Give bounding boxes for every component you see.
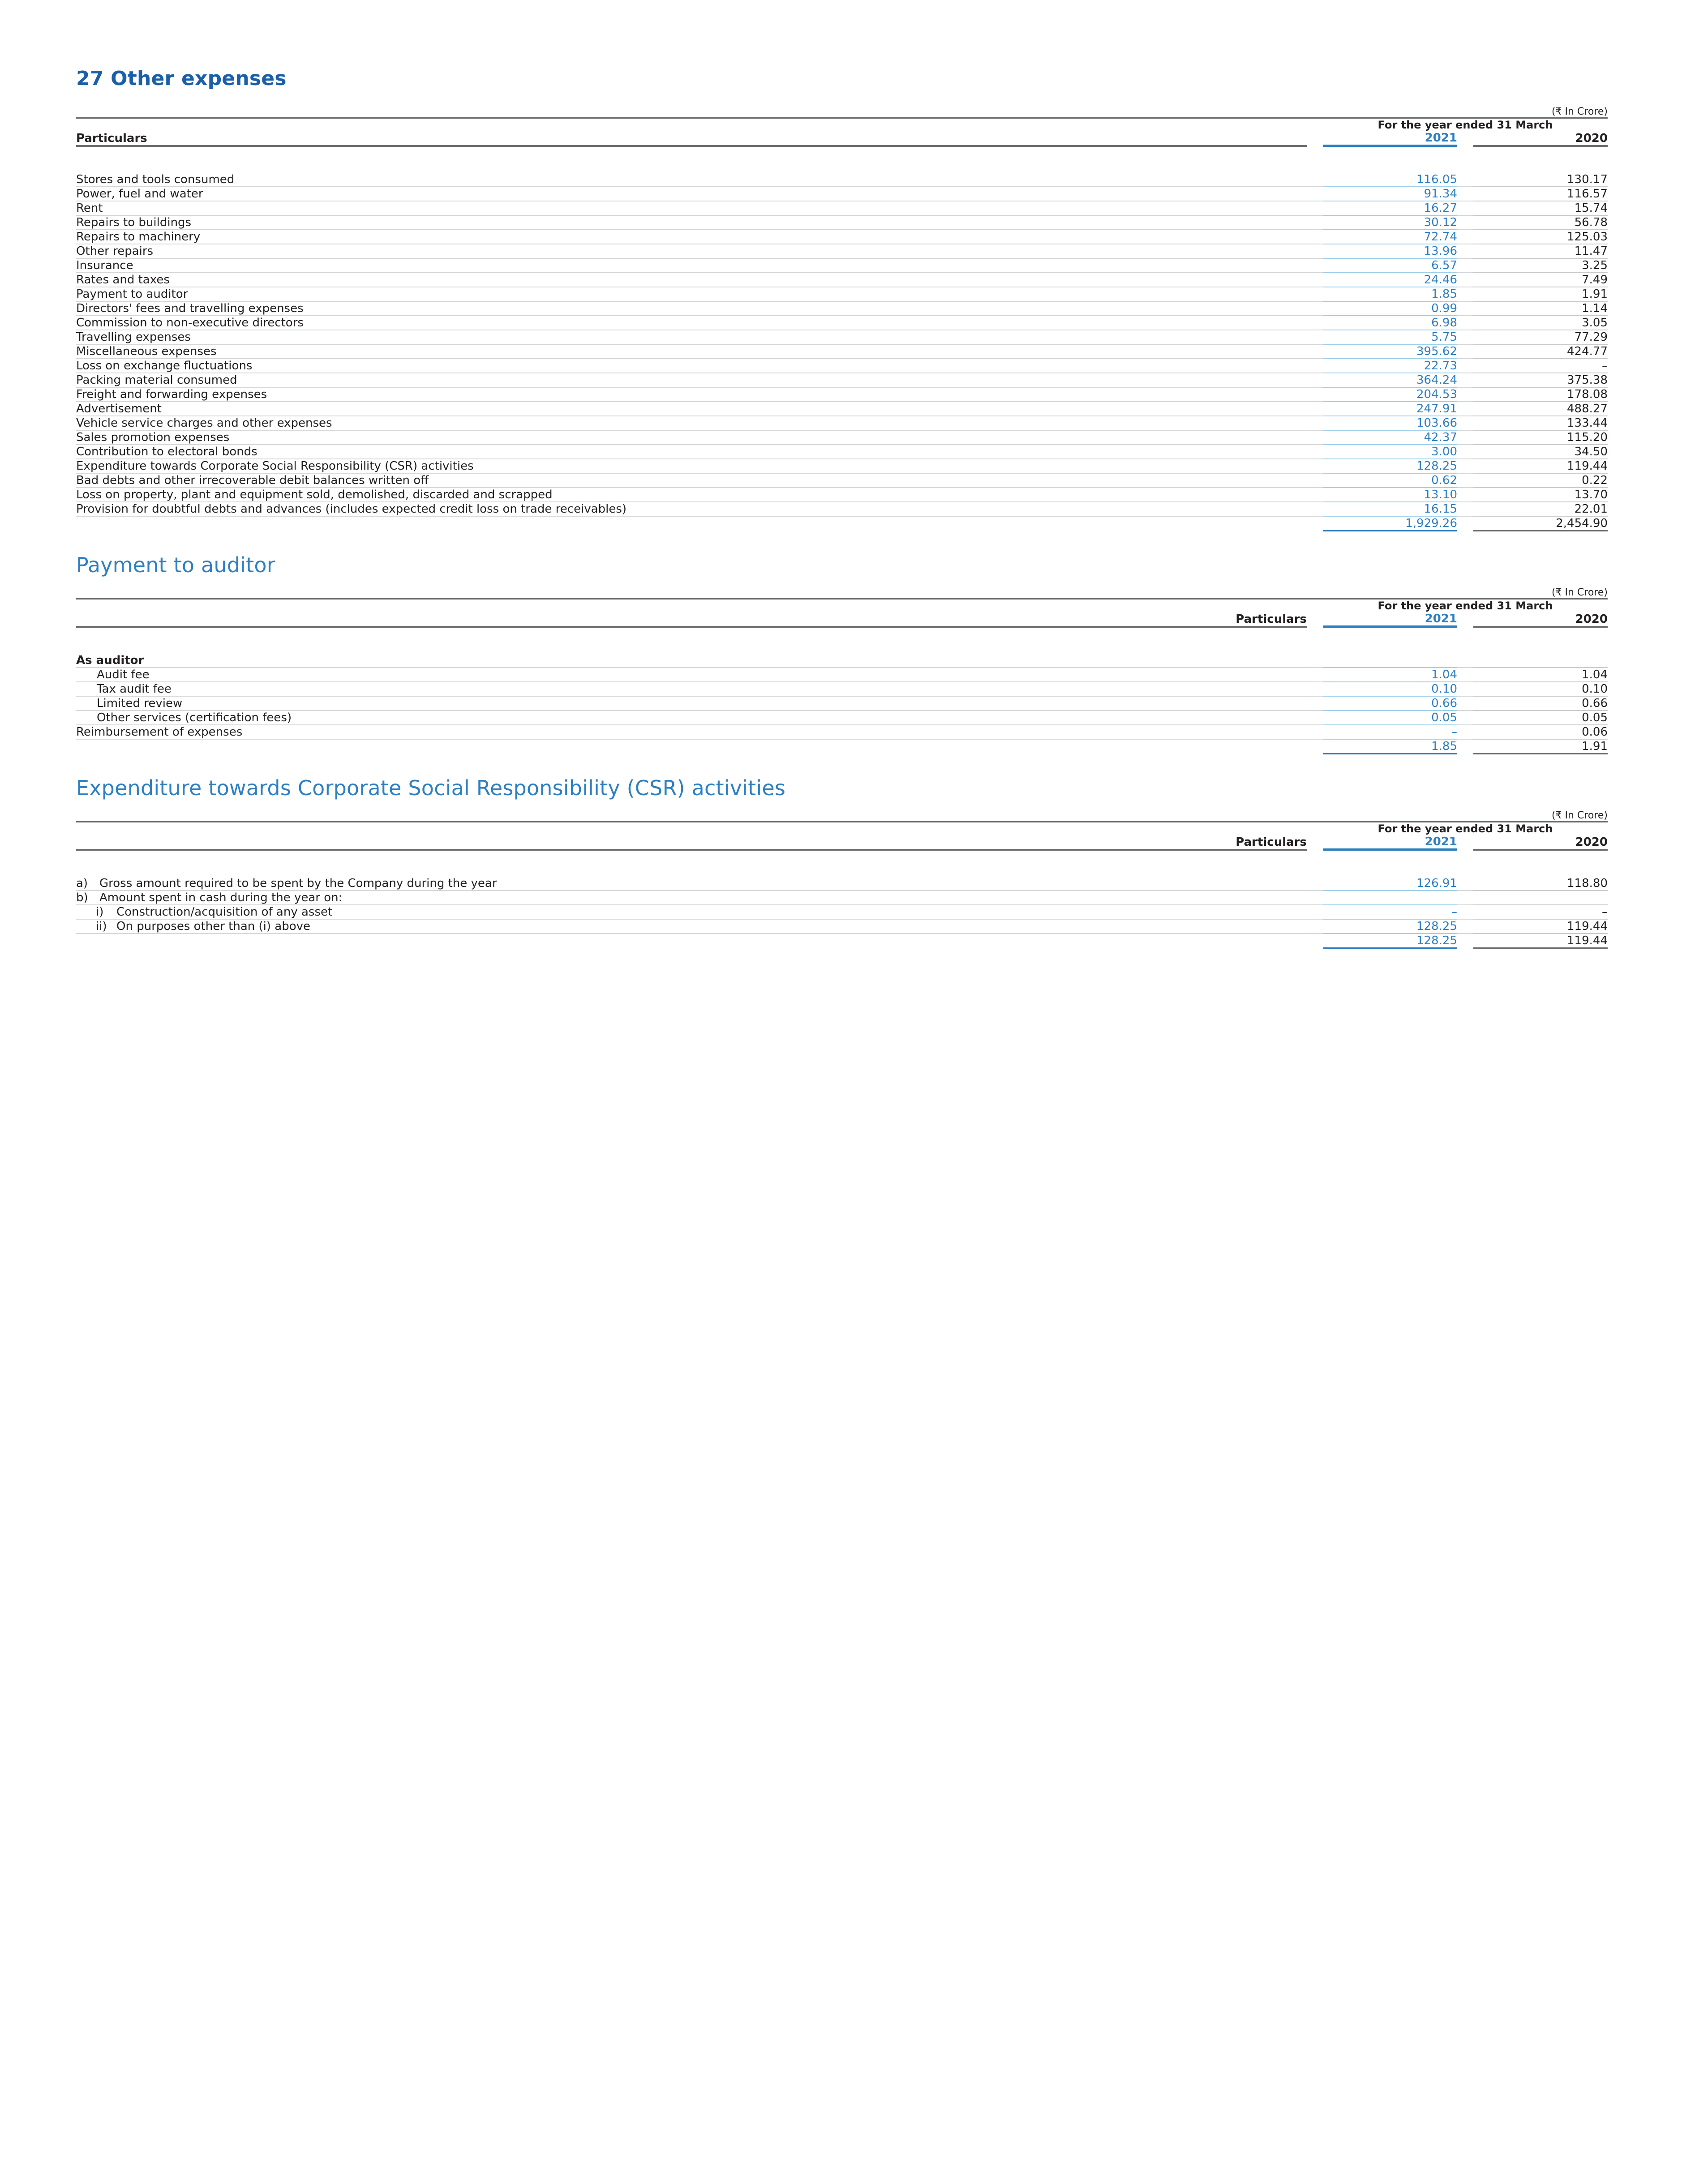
particulars-header: Particulars <box>76 612 1307 627</box>
spacer-row <box>76 627 1608 654</box>
total-value-2020: 119.44 <box>1473 934 1608 948</box>
unit-note-row <box>76 810 1608 822</box>
table-row <box>76 430 1608 445</box>
row-value-2021: 103.66 <box>1323 416 1457 430</box>
row-value-2020: 130.17 <box>1473 173 1608 187</box>
row-value-2021: 128.25 <box>1323 919 1457 934</box>
table-row <box>76 215 1608 230</box>
row-value-2020: 15.74 <box>1473 201 1608 215</box>
row-label: Bad debts and other irrecoverable debit balances written off <box>76 473 1307 488</box>
row-value-2021: 364.24 <box>1323 373 1457 387</box>
table-csr <box>76 810 1608 949</box>
table-row <box>76 344 1608 359</box>
row-value-2020: 119.44 <box>1473 919 1608 934</box>
row-value-2021: 1.85 <box>1323 287 1457 301</box>
row-label: Sales promotion expenses <box>76 430 1307 445</box>
unit-note-row <box>76 587 1608 599</box>
unit-note: (₹ In Crore) <box>76 106 1608 118</box>
row-value-2021: 247.91 <box>1323 402 1457 416</box>
row-value-2020: 3.25 <box>1473 258 1608 273</box>
row-value-2021 <box>1323 654 1457 668</box>
table-total-row <box>76 739 1608 754</box>
table-row <box>76 373 1608 387</box>
row-value-2020: 0.10 <box>1473 682 1608 696</box>
row-value-2021: 16.27 <box>1323 201 1457 215</box>
row-value-2021: 116.05 <box>1323 173 1457 187</box>
row-label: Rent <box>76 201 1307 215</box>
row-label: Repairs to machinery <box>76 230 1307 244</box>
year-2020-header: 2020 <box>1473 131 1608 146</box>
row-label: Repairs to buildings <box>76 215 1307 230</box>
table-row <box>76 402 1608 416</box>
page-title: 27 Other expenses <box>76 67 287 90</box>
row-value-2020: 7.49 <box>1473 273 1608 287</box>
table-row <box>76 445 1608 459</box>
row-value-2021: – <box>1323 725 1457 739</box>
row-label: Limited review <box>76 696 1307 711</box>
row-value-2021 <box>1323 891 1457 905</box>
spacer-row <box>76 850 1608 877</box>
row-value-2020: 0.06 <box>1473 725 1608 739</box>
table-row <box>76 919 1608 934</box>
row-value-2020: 1.14 <box>1473 301 1608 316</box>
row-value-2020: 116.57 <box>1473 187 1608 201</box>
table-row <box>76 696 1608 711</box>
row-label: Advertisement <box>76 402 1307 416</box>
row-value-2020: – <box>1473 359 1608 373</box>
table-row <box>76 416 1608 430</box>
table-row <box>76 258 1608 273</box>
table-row <box>76 230 1608 244</box>
row-label: Audit fee <box>76 668 1307 682</box>
row-value-2020: 34.50 <box>1473 445 1608 459</box>
table-row <box>76 502 1608 516</box>
table-payment-to-auditor <box>76 587 1608 754</box>
table-row <box>76 387 1608 402</box>
row-value-2021: 13.96 <box>1323 244 1457 258</box>
table-row <box>76 682 1608 696</box>
year-2020-header: 2020 <box>1473 612 1608 627</box>
table-row <box>76 330 1608 344</box>
row-value-2021: 72.74 <box>1323 230 1457 244</box>
row-value-2021: 0.10 <box>1323 682 1457 696</box>
row-label: Expenditure towards Corporate Social Responsibility (CSR) activities <box>76 459 1307 473</box>
row-value-2021: – <box>1323 905 1457 919</box>
table-row <box>76 187 1608 201</box>
row-label <box>76 891 1307 905</box>
row-value-2021: 91.34 <box>1323 187 1457 201</box>
row-marker: b) <box>76 891 88 904</box>
row-marker: ii) <box>96 920 107 933</box>
particulars-header: Particulars <box>76 835 1307 850</box>
row-value-2020: 133.44 <box>1473 416 1608 430</box>
unit-note: (₹ In Crore) <box>76 587 1608 599</box>
row-value-2020: 11.47 <box>1473 244 1608 258</box>
column-header-row <box>76 835 1608 850</box>
row-value-2021: 16.15 <box>1323 502 1457 516</box>
page-content <box>76 67 1608 949</box>
period-header: For the year ended 31 March <box>1377 822 1553 835</box>
table-row <box>76 316 1608 330</box>
column-header-row <box>76 612 1608 627</box>
row-value-2021: 24.46 <box>1323 273 1457 287</box>
row-value-2021: 3.00 <box>1323 445 1457 459</box>
row-label: Power, fuel and water <box>76 187 1307 201</box>
particulars-header: Particulars <box>76 131 1307 146</box>
row-text: Amount spent in cash during the year on: <box>99 891 343 904</box>
table-row <box>76 725 1608 739</box>
row-label: Provision for doubtful debts and advances (includes expected credit loss on trade receivables) <box>76 502 1307 516</box>
year-2020-header: 2020 <box>1473 835 1608 850</box>
total-value-2021: 128.25 <box>1323 934 1457 948</box>
row-value-2021: 22.73 <box>1323 359 1457 373</box>
row-value-2020: 115.20 <box>1473 430 1608 445</box>
table-row <box>76 459 1608 473</box>
row-label: Reimbursement of expenses <box>76 725 1307 739</box>
row-marker: a) <box>76 877 88 890</box>
row-value-2020: 3.05 <box>1473 316 1608 330</box>
row-value-2020: 375.38 <box>1473 373 1608 387</box>
row-value-2020: 1.91 <box>1473 287 1608 301</box>
year-2021-header: 2021 <box>1323 612 1457 627</box>
row-value-2021: 1.04 <box>1323 668 1457 682</box>
row-label: Miscellaneous expenses <box>76 344 1307 359</box>
table-row <box>76 488 1608 502</box>
row-label: Freight and forwarding expenses <box>76 387 1307 402</box>
row-label: Travelling expenses <box>76 330 1307 344</box>
table-total-row <box>76 516 1608 531</box>
row-label: Payment to auditor <box>76 287 1307 301</box>
row-value-2020 <box>1473 891 1608 905</box>
total-value-2020: 1.91 <box>1473 739 1608 754</box>
row-value-2021: 0.66 <box>1323 696 1457 711</box>
row-label: Loss on exchange fluctuations <box>76 359 1307 373</box>
period-header-row <box>76 118 1608 132</box>
subsection-title-csr: Expenditure towards Corporate Social Responsibility (CSR) activities <box>76 776 786 800</box>
row-value-2021: 30.12 <box>1323 215 1457 230</box>
subsection-title-auditor: Payment to auditor <box>76 553 275 577</box>
table-row <box>76 273 1608 287</box>
row-value-2021: 126.91 <box>1323 877 1457 891</box>
row-value-2020: 424.77 <box>1473 344 1608 359</box>
row-value-2021: 128.25 <box>1323 459 1457 473</box>
row-value-2020: – <box>1473 905 1608 919</box>
row-label: Insurance <box>76 258 1307 273</box>
row-value-2021: 0.05 <box>1323 711 1457 725</box>
table-row <box>76 359 1608 373</box>
table-row <box>76 711 1608 725</box>
table-row <box>76 668 1608 682</box>
total-label <box>76 739 1307 754</box>
row-value-2021: 6.57 <box>1323 258 1457 273</box>
total-label <box>76 516 1307 531</box>
table-other-expenses <box>76 106 1608 531</box>
row-value-2020: 488.27 <box>1473 402 1608 416</box>
row-value-2020: 77.29 <box>1473 330 1608 344</box>
row-label: Other services (certification fees) <box>76 711 1307 725</box>
total-label <box>76 934 1307 948</box>
table-total-row <box>76 934 1608 948</box>
row-label: Vehicle service charges and other expenses <box>76 416 1307 430</box>
row-label: Contribution to electoral bonds <box>76 445 1307 459</box>
row-text: Gross amount required to be spent by the Company during the year <box>99 877 497 890</box>
row-text: Construction/acquisition of any asset <box>116 905 333 919</box>
row-label: Other repairs <box>76 244 1307 258</box>
row-value-2020: 118.80 <box>1473 877 1608 891</box>
column-header-row <box>76 131 1608 146</box>
row-value-2020: 125.03 <box>1473 230 1608 244</box>
table-row <box>76 654 1608 668</box>
row-value-2021: 0.99 <box>1323 301 1457 316</box>
row-label <box>76 905 1307 919</box>
row-value-2021: 42.37 <box>1323 430 1457 445</box>
row-value-2020: 13.70 <box>1473 488 1608 502</box>
row-value-2020: 1.04 <box>1473 668 1608 682</box>
total-value-2021: 1,929.26 <box>1323 516 1457 531</box>
row-label <box>76 877 1307 891</box>
total-value-2020: 2,454.90 <box>1473 516 1608 531</box>
row-value-2020: 178.08 <box>1473 387 1608 402</box>
row-label: Directors' fees and travelling expenses <box>76 301 1307 316</box>
row-label: Packing material consumed <box>76 373 1307 387</box>
table-row <box>76 201 1608 215</box>
period-header: For the year ended 31 March <box>1377 600 1553 612</box>
row-value-2020: 0.05 <box>1473 711 1608 725</box>
row-text: On purposes other than (i) above <box>116 920 311 933</box>
table-row <box>76 877 1608 891</box>
row-label: Tax audit fee <box>76 682 1307 696</box>
total-value-2021: 1.85 <box>1323 739 1457 754</box>
period-header-row <box>76 822 1608 835</box>
table-row <box>76 891 1608 905</box>
row-marker: i) <box>96 905 104 919</box>
year-2021-header: 2021 <box>1323 131 1457 146</box>
row-value-2021: 395.62 <box>1323 344 1457 359</box>
row-label: Loss on property, plant and equipment sold, demolished, discarded and scrapped <box>76 488 1307 502</box>
unit-note-row <box>76 106 1608 118</box>
row-value-2021: 6.98 <box>1323 316 1457 330</box>
row-label <box>76 919 1307 934</box>
table-row <box>76 473 1608 488</box>
unit-note: (₹ In Crore) <box>76 810 1608 822</box>
table-row <box>76 287 1608 301</box>
table-row <box>76 301 1608 316</box>
table-row <box>76 905 1608 919</box>
row-label: Rates and taxes <box>76 273 1307 287</box>
row-value-2020: 56.78 <box>1473 215 1608 230</box>
row-value-2021: 13.10 <box>1323 488 1457 502</box>
row-value-2020 <box>1473 654 1608 668</box>
row-value-2021: 204.53 <box>1323 387 1457 402</box>
period-header: For the year ended 31 March <box>1377 119 1553 131</box>
row-label: Stores and tools consumed <box>76 173 1307 187</box>
table-row <box>76 244 1608 258</box>
row-value-2020: 119.44 <box>1473 459 1608 473</box>
row-label: Commission to non-executive directors <box>76 316 1307 330</box>
row-value-2020: 0.22 <box>1473 473 1608 488</box>
spacer-row <box>76 146 1608 173</box>
row-label: As auditor <box>76 654 1307 668</box>
row-value-2021: 5.75 <box>1323 330 1457 344</box>
row-value-2021: 0.62 <box>1323 473 1457 488</box>
period-header-row <box>76 599 1608 612</box>
table-row <box>76 173 1608 187</box>
row-value-2020: 0.66 <box>1473 696 1608 711</box>
year-2021-header: 2021 <box>1323 835 1457 850</box>
row-value-2020: 22.01 <box>1473 502 1608 516</box>
